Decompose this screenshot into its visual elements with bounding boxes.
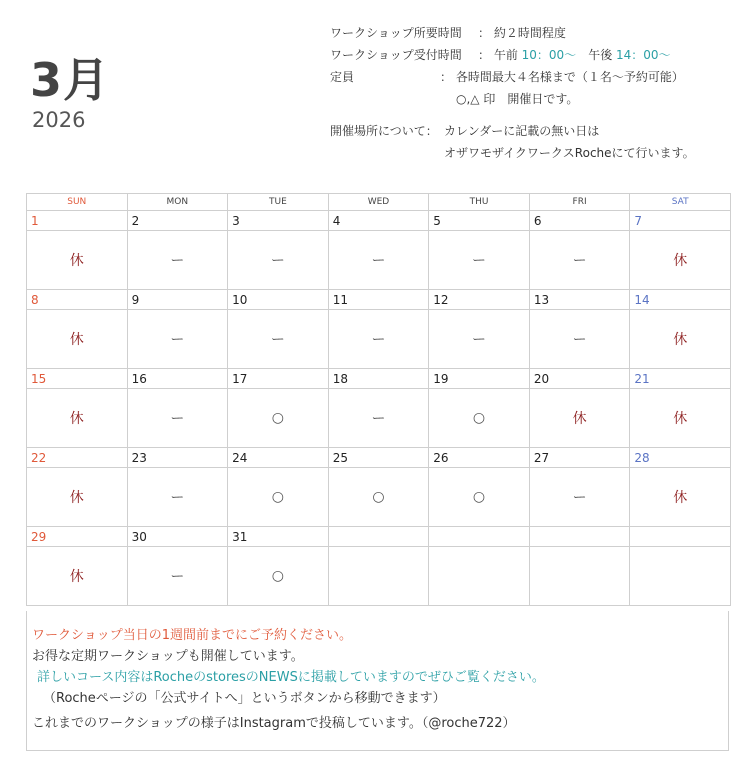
day-status-empty [529,547,630,606]
closed-day-mark: 休 [529,389,630,448]
date-number-wed: 18 [328,369,429,389]
no-workshop-mark: ー [429,231,530,290]
open-day-mark: ○ [228,468,329,527]
no-workshop-mark: ー [328,231,429,290]
closed-day-mark: 休 [27,547,128,606]
calendar-date-row [27,448,731,468]
no-workshop-mark: ー [328,310,429,369]
date-number-tue: 17 [228,369,329,389]
venue-value-2: オザワモザイクワークスRocheにて行います。 [444,146,695,160]
date-number-thu: 12 [429,290,530,310]
duration-value: ： 約２時間程度 [478,26,566,40]
calendar-status-row [27,389,731,448]
closed-day-mark: 休 [27,231,128,290]
open-day-mark: ○ [228,547,329,606]
no-workshop-mark: ー [127,310,228,369]
date-number-mon: 23 [127,448,228,468]
date-number-sat [630,527,731,547]
date-number-thu: 19 [429,369,530,389]
date-number-mon: 30 [127,527,228,547]
date-number-mon: 2 [127,211,228,231]
weekday-fri: FRI [529,194,630,211]
open-day-mark: ○ [429,389,530,448]
calendar-status-row [27,468,731,527]
reservation-deadline-note: ワークショップ当日の1週間前までにご予約ください。 [32,628,353,643]
year-label: 2026 [32,108,86,132]
venue-value: カレンダーに記載の無い日は [444,124,600,138]
capacity-note: ○,△ 印 開催日です。 [456,92,579,106]
calendar-body [27,211,731,606]
weekday-wed: WED [328,194,429,211]
closed-day-mark: 休 [630,231,731,290]
date-number-tue: 24 [228,448,329,468]
no-workshop-mark: ー [529,231,630,290]
notes-panel [26,611,729,751]
day-status-empty [328,547,429,606]
date-number-mon: 16 [127,369,228,389]
calendar-date-row [27,369,731,389]
weekday-sat: SAT [630,194,731,211]
no-workshop-mark: ー [127,468,228,527]
no-workshop-mark: ー [228,231,329,290]
calendar-grid [26,193,731,606]
reception-value [478,44,671,66]
date-number-fri: 20 [529,369,630,389]
capacity-label: 定員 [330,70,355,84]
duration-label: ワークショップ所要時間 [330,26,462,40]
date-number-wed: 11 [328,290,429,310]
date-number-sat: 21 [630,369,731,389]
date-number-thu: 5 [429,211,530,231]
instagram-note: これまでのワークショップの様子はInstagramで投稿しています。（@roche722） [32,716,516,731]
date-number-sat: 28 [630,448,731,468]
date-number-thu: 26 [429,448,530,468]
calendar-status-row [27,231,731,290]
weekday-thu: THU [429,194,530,211]
date-number-mon: 9 [127,290,228,310]
date-number-wed: 4 [328,211,429,231]
official-site-note: （Rocheページの「公式サイトへ」というボタンから移動できます） [43,691,446,706]
open-day-mark: ○ [328,468,429,527]
closed-day-mark: 休 [630,468,731,527]
reception-pm-time: 14：00〜 [616,48,671,62]
month-title: 3月 [30,53,111,107]
date-number-sun: 29 [27,527,128,547]
date-number-fri: 27 [529,448,630,468]
day-status-empty [630,547,731,606]
no-workshop-mark: ー [127,231,228,290]
calendar-date-row [27,290,731,310]
date-number-tue: 31 [228,527,329,547]
weekday-header-row [27,194,731,211]
date-number-wed [328,527,429,547]
no-workshop-mark: ー [529,468,630,527]
no-workshop-mark: ー [529,310,630,369]
date-number-sat: 14 [630,290,731,310]
calendar-status-row [27,547,731,606]
closed-day-mark: 休 [27,389,128,448]
date-number-wed: 25 [328,448,429,468]
date-number-sun: 1 [27,211,128,231]
date-number-sun: 22 [27,448,128,468]
regular-workshop-note: お得な定期ワークショップも開催しています。 [32,649,304,664]
no-workshop-mark: ー [429,310,530,369]
closed-day-mark: 休 [630,310,731,369]
no-workshop-mark: ー [127,547,228,606]
date-number-sun: 8 [27,290,128,310]
venue-label: 開催場所について： [330,124,438,138]
date-number-thu [429,527,530,547]
date-number-fri: 13 [529,290,630,310]
date-number-fri: 6 [529,211,630,231]
reception-pm-prefix: 午後 [576,48,617,62]
closed-day-mark: 休 [27,310,128,369]
weekday-tue: TUE [228,194,329,211]
day-status-empty [429,547,530,606]
open-day-mark: ○ [429,468,530,527]
course-details-note: 詳しいコース内容はRocheのstoresのNEWSに掲載していますのでぜひご覧ください。 [37,670,545,685]
calendar-date-row [27,211,731,231]
date-number-sat: 7 [630,211,731,231]
calendar-status-row [27,310,731,369]
weekday-mon: MON [127,194,228,211]
no-workshop-mark: ー [228,310,329,369]
weekday-sun: SUN [27,194,128,211]
closed-day-mark: 休 [630,389,731,448]
reception-am-prefix: ： 午前 [478,48,522,62]
date-number-fri [529,527,630,547]
date-number-tue: 10 [228,290,329,310]
reception-am-time: 10：00〜 [521,48,577,62]
calendar-date-row [27,527,731,547]
reception-label: ワークショップ受付時間 [330,48,462,62]
capacity-value: ： 各時間最大４名様まで（１名〜予約可能） [440,70,684,84]
date-number-tue: 3 [228,211,329,231]
date-number-sun: 15 [27,369,128,389]
no-workshop-mark: ー [328,389,429,448]
open-day-mark: ○ [228,389,329,448]
no-workshop-mark: ー [127,389,228,448]
closed-day-mark: 休 [27,468,128,527]
